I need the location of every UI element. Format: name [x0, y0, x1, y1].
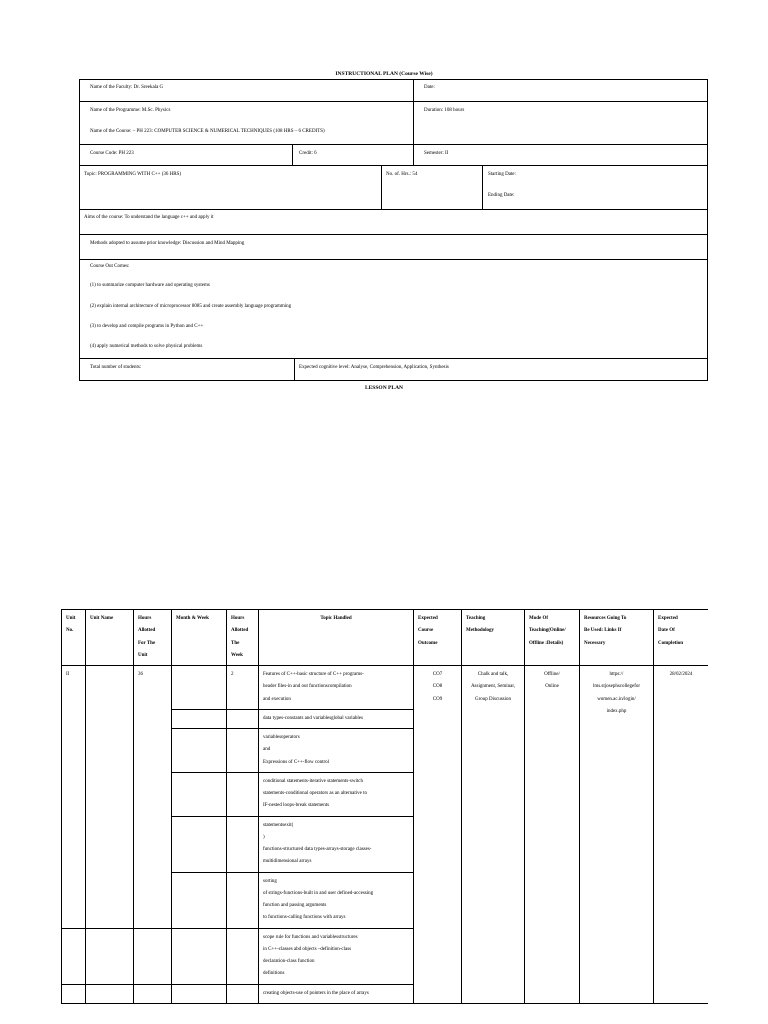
course-name: Name of the Course: – PH 223: COMPUTER SCIENCE & NUMERICAL TECHNIQUES (108 HRS – 6 CREDITS): [90, 129, 325, 134]
mode-cell: Offline/ Online: [525, 666, 580, 1004]
unit-no-cell: II: [62, 666, 86, 929]
outcome-cell: CO7 CO8 CO9: [414, 666, 462, 1004]
instructional-plan-title: INSTRUCTIONAL PLAN (Course Wise): [335, 71, 433, 77]
methods-adopted: Methods adopted to assume prior knowledge: Discussion and Mind Mapping: [90, 241, 245, 246]
topic-cell: variablesoperators and Expressions of C++-flow control: [259, 729, 414, 773]
credit: Credit: 6: [299, 151, 317, 156]
hours-week-cell: [227, 928, 259, 984]
completion-cell: 28/02/2024: [654, 666, 709, 1004]
hours-week-cell: [227, 872, 259, 928]
course-aims: Aims of the course: To understand the language c++ and apply it: [84, 215, 214, 220]
hours-week-cell: [227, 772, 259, 816]
month-week-cell: [172, 729, 227, 773]
duration: Duration: 108 hours: [424, 108, 465, 113]
topic-cell: conditional statements-iterative statements-switch statements-conditional operators as an alternative to IF-nested loops-break statements: [259, 772, 414, 816]
header-completion-date: Expected Date Of Completion: [654, 610, 709, 666]
topic-cell: scope rule for functions and variablesstructures in C++-classes abd objects –definition-class declaration-class function definitions: [259, 928, 414, 984]
topic-cell: Features of C++-basic structure of C++ programs- header files-in and out functionscompilation and execution: [259, 666, 414, 710]
semester: Semester: II: [424, 151, 449, 156]
month-week-cell: [172, 928, 227, 984]
unit-no-cell: [62, 984, 86, 1003]
month-week-cell: [172, 984, 227, 1003]
lesson-plan-table: [61, 609, 708, 1004]
hours-unit-cell: [134, 984, 172, 1003]
header-expected-outcome: Expected Course Outcome: [414, 610, 462, 666]
lesson-plan-header-row: [62, 610, 709, 666]
lesson-plan-title: LESSON PLAN: [364, 385, 404, 391]
outcome-item: (2) explain internal architecture of microprocessor 8085 and create assembly language programming: [90, 304, 292, 309]
header-topic-handled: Topic Handled: [259, 610, 414, 666]
month-week-cell: [172, 772, 227, 816]
resources-cell: https:// lms.stjosephscollegefor women.ac.in/login/ index.php: [580, 666, 654, 1004]
outcomes-heading: Course Out Comes:: [90, 264, 130, 269]
unit-name-cell: [86, 928, 134, 984]
topic-cell: data types-constants and variablesglobal variables: [259, 709, 414, 728]
instructional-plan-border: [79, 79, 708, 381]
topic: Topic: PROGRAMMING WITH C++ (36 HRS): [84, 172, 182, 177]
header-hours-allotted-week: Hours Allotted The Week: [227, 610, 259, 666]
hours-week-cell: [227, 729, 259, 773]
faculty-name: Name of the Faculty: Dr. Sreekala G: [90, 85, 164, 90]
outcome-item: (4) apply numerical methods to solve physical problems: [90, 344, 203, 349]
outcome-item: (1) to summarize computer hardware and operating systems: [90, 283, 210, 288]
ending-date: Ending Date:: [488, 193, 515, 198]
header-month-week: Month & Week: [172, 610, 227, 666]
month-week-cell: [172, 709, 227, 728]
hours-unit-cell: [134, 928, 172, 984]
topic-cell: sorting of strings-functions-built in and user defined-accessing function and passing arguments to functions-calling functions with arrays: [259, 872, 414, 928]
hours-week-cell: [227, 984, 259, 1003]
starting-date: Starting Date:: [488, 172, 516, 177]
header-hours-allotted-unit: Hours Allotted For The Unit: [134, 610, 172, 666]
header-unit-no: Unit No.: [62, 610, 86, 666]
number-of-hours: No. of. Hrs.: 54: [386, 172, 418, 177]
methodology-cell: Chalk and talk, Assignment, Seminar, Group Discussion: [462, 666, 525, 1004]
unit-name-cell: [86, 984, 134, 1003]
month-week-cell: [172, 666, 227, 710]
outcome-item: (3) to develop and compile programs in Python and C++: [90, 324, 204, 329]
hours-unit-cell: 36: [134, 666, 172, 929]
hours-week-cell: [227, 816, 259, 872]
table-row: [62, 666, 709, 710]
hours-week-cell: 2: [227, 666, 259, 710]
total-students: Total number of students:: [90, 365, 142, 370]
course-code: Course Code: PH 223: [90, 151, 134, 156]
month-week-cell: [172, 872, 227, 928]
unit-name-cell: [86, 666, 134, 929]
topic-cell: statementsexit( ) functions-structured data types-arrays-storage classes- multidimensional arrays: [259, 816, 414, 872]
lesson-plan-table-wrapper: [61, 609, 708, 1020]
programme-name: Name of the Programme: M.Sc. Physics: [90, 108, 171, 113]
date-label: Date:: [424, 85, 435, 90]
header-mode-of-teaching: Mode Of Teaching(Online/ Offline :Details): [525, 610, 580, 666]
hours-week-cell: [227, 709, 259, 728]
month-week-cell: [172, 816, 227, 872]
topic-cell: creating objects-use of pointers in the place of arrays: [259, 984, 414, 1003]
unit-no-cell: [62, 928, 86, 984]
header-teaching-methodology: Teaching Methodology: [462, 610, 525, 666]
header-unit-name: Unit Name: [86, 610, 134, 666]
cognitive-level: Expected cognitive level: Analyse, Comprehension, Application, Synthesis: [299, 365, 449, 370]
header-resources: Resources Going To Be Used: Links If Necessary: [580, 610, 654, 666]
